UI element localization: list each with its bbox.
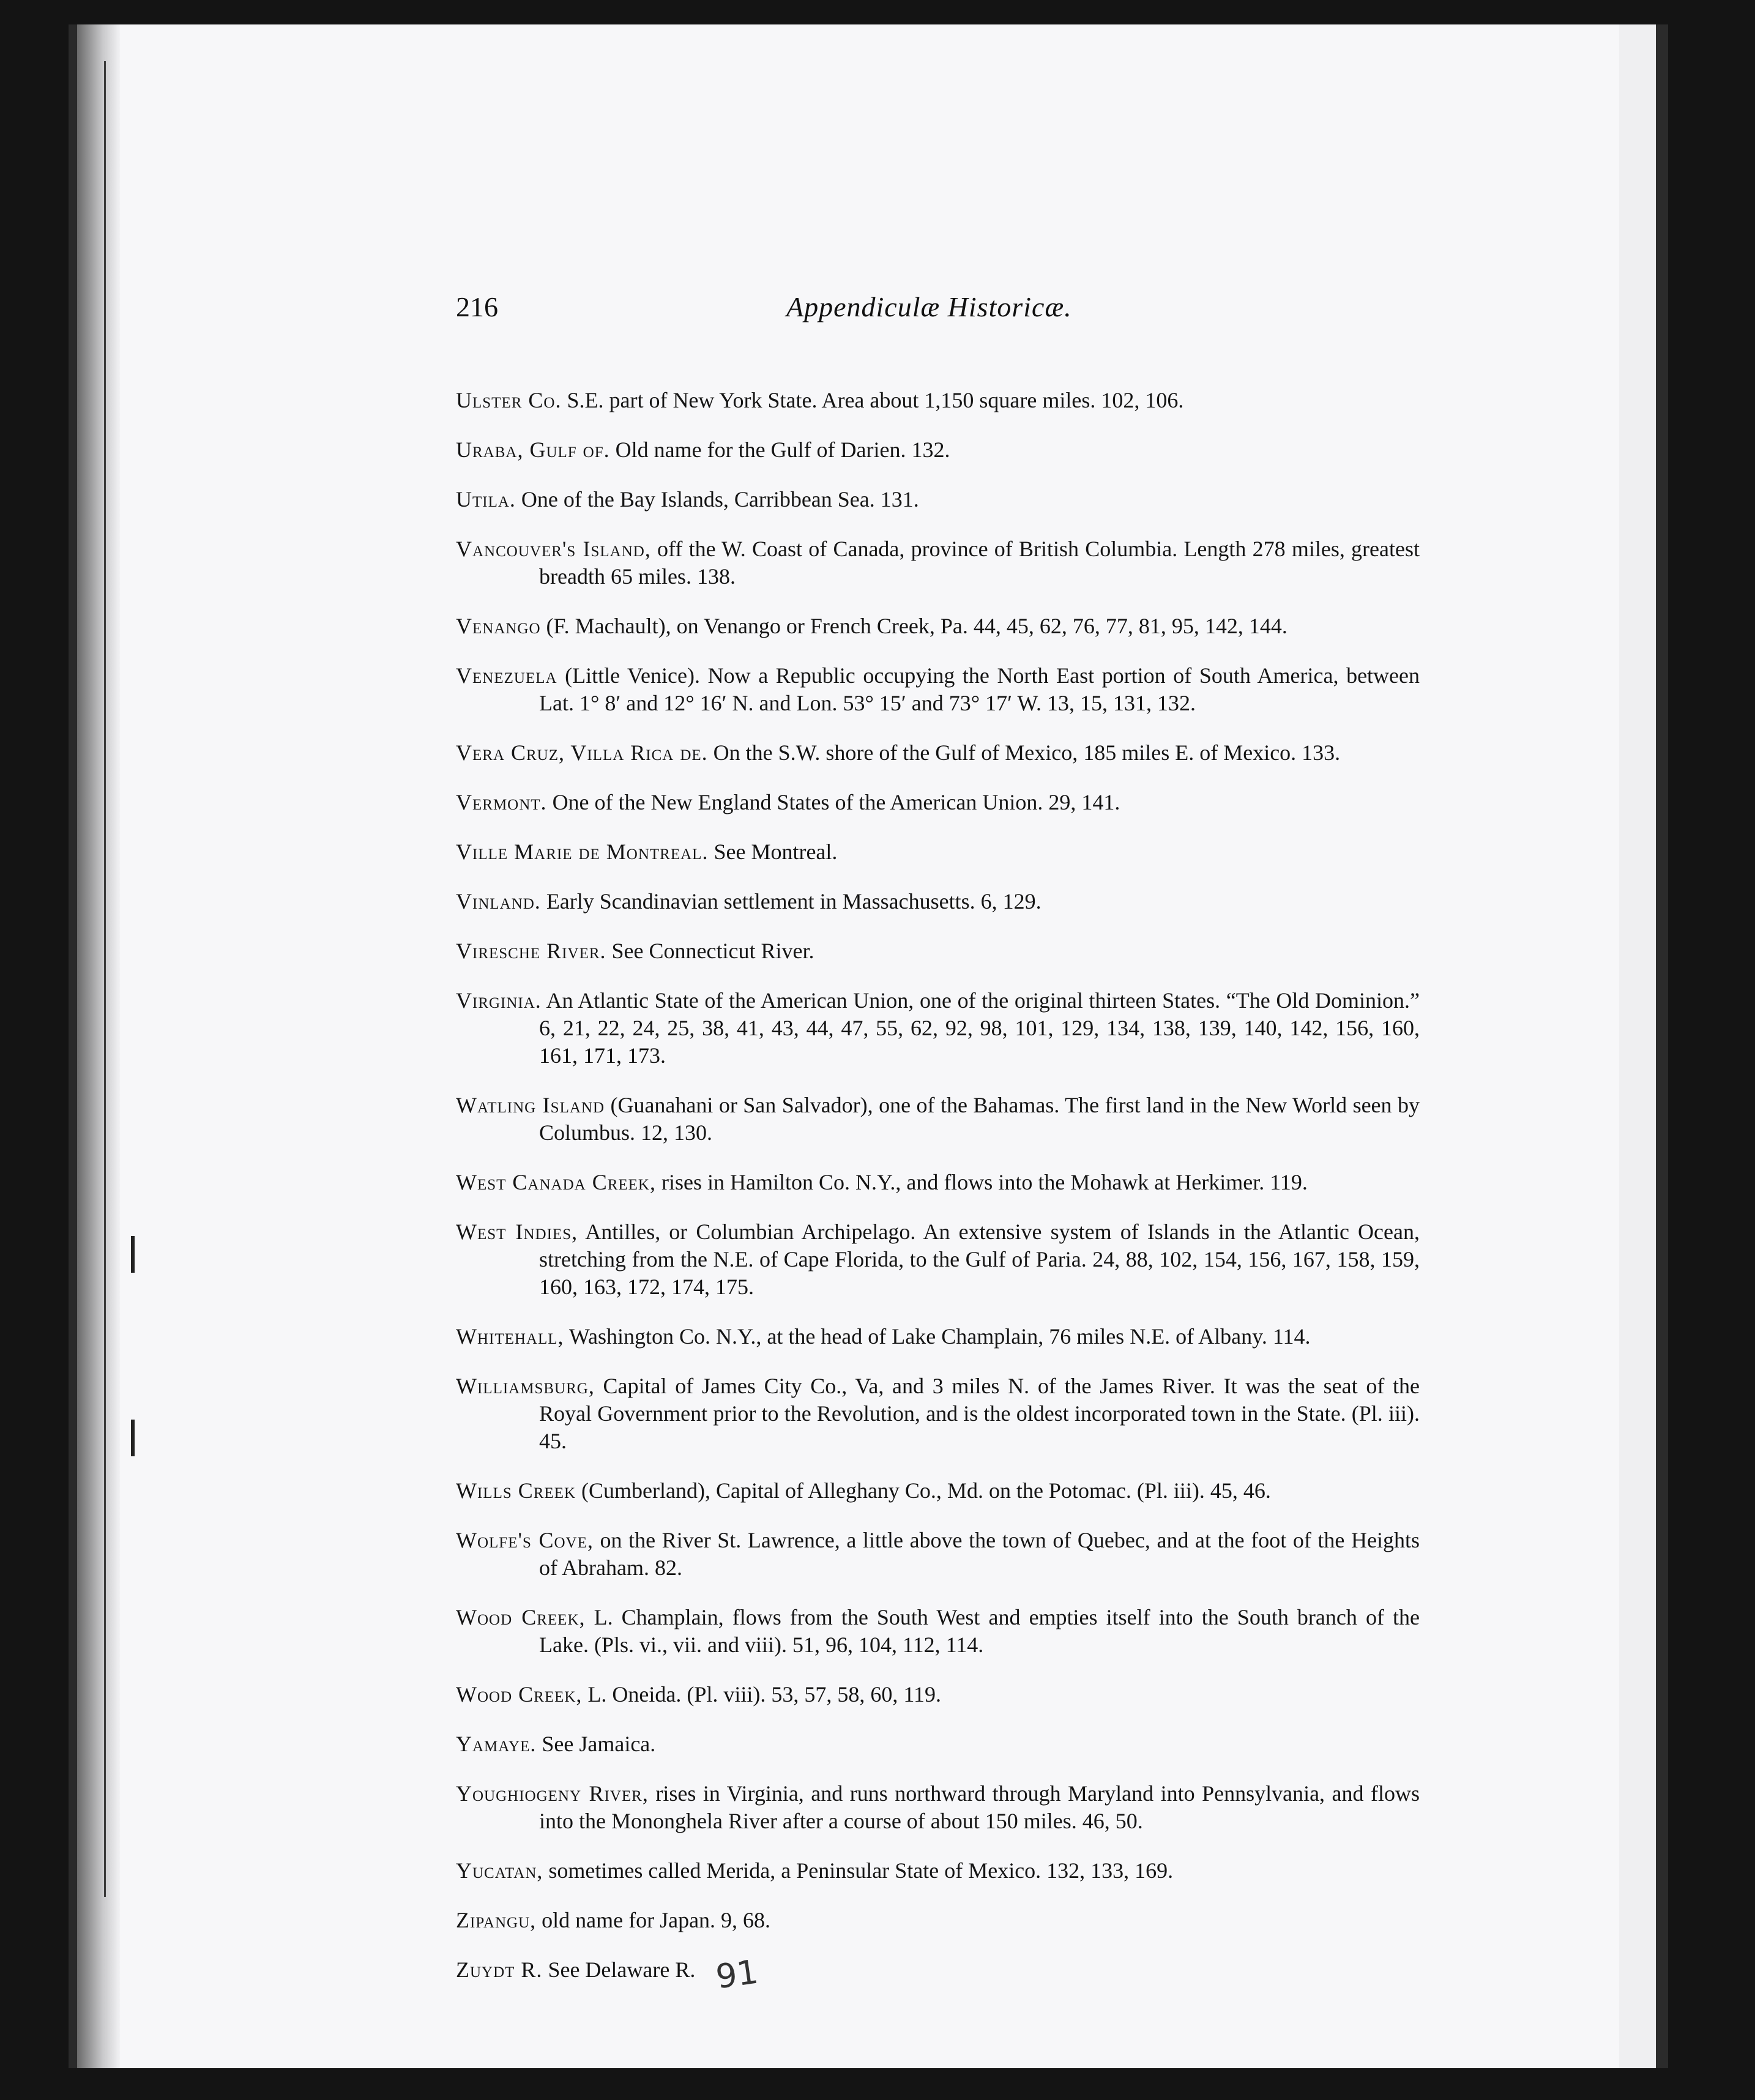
entry	[456, 612, 1420, 640]
entry	[456, 987, 1420, 1070]
gutter-line	[104, 61, 106, 1897]
entry-head: Vera Cruz, Villa Rica de.	[456, 740, 708, 765]
entry-head: Watling Island	[456, 1093, 605, 1117]
entry	[456, 1218, 1420, 1301]
entry-text: Washington Co. N.Y., at the head of Lake Champlain, 76 miles N.E. of Albany. 114.	[564, 1324, 1311, 1349]
entry	[456, 739, 1420, 767]
entry-head: Zuydt R.	[456, 1957, 543, 1982]
entry-text: One of the New England States of the American Union. 29, 141.	[546, 790, 1120, 814]
entry-text: See Jamaica.	[536, 1732, 656, 1756]
entry-text: (Guanahani or San Salvador), one of the Bahamas. The first land in the New World seen by Columbus. 12, 130.	[539, 1093, 1420, 1145]
entry-head: Uraba, Gulf of.	[456, 438, 610, 462]
entry-text: rises in Hamilton Co. N.Y., and flows into the Mohawk at Herkimer. 119.	[656, 1170, 1308, 1194]
entry-head: Youghiogeny River,	[456, 1781, 649, 1806]
margin-mark	[131, 1236, 135, 1273]
entry-head: Vermont.	[456, 790, 547, 814]
entry	[456, 1477, 1420, 1505]
entry	[456, 662, 1420, 717]
entry	[456, 436, 1420, 464]
entry-text: Antilles, or Columbian Archipelago. An extensive system of Islands in the Atlantic Ocean, stretching from the N.E. of Cape Florida, to the Gulf of Paria. 24, 88, 102, 154, 156, 167, 158, 159, 160, 163, 172, 174, 175.	[539, 1219, 1420, 1299]
entry-text: (F. Machault), on Venango or French Creek, Pa. 44, 45, 62, 76, 77, 81, 95, 142, 144.	[540, 614, 1287, 638]
entry	[456, 1780, 1420, 1835]
entry-head: Vinland.	[456, 889, 541, 914]
entry-head: Wood Creek,	[456, 1605, 586, 1629]
running-title: Appendiculæ Historicæ.	[786, 291, 1072, 322]
page-number: 216	[456, 291, 498, 322]
entry-text: See Delaware R.	[542, 1957, 696, 1982]
entry-head: Viresche River.	[456, 939, 606, 963]
entry-head: West Canada Creek,	[456, 1170, 656, 1194]
margin-mark	[131, 1420, 135, 1456]
entry-text: An Atlantic State of the American Union, one of the original thirteen States. “The Old Dominion.” 6, 21, 22, 24, 25, 38, 41, 43, 44, 47, 55, 62, 92, 98, 101, 129, 134, 138, 139, 140, 142, 156, 160, 161, 171, 173.	[539, 988, 1420, 1068]
entry	[456, 1681, 1420, 1708]
entry	[456, 789, 1420, 816]
entry-head: Wolfe's Cove,	[456, 1528, 594, 1552]
entry-text: S.E. part of New York State. Area about 1,150 square miles. 102, 106.	[561, 388, 1184, 412]
entry-head: Venango	[456, 614, 541, 638]
entry	[456, 1956, 1420, 1984]
entry	[456, 1372, 1420, 1455]
entry	[456, 535, 1420, 590]
entry	[456, 1092, 1420, 1147]
entry-text: See Montreal.	[708, 840, 838, 864]
entry	[456, 1857, 1420, 1885]
entry-head: West Indies,	[456, 1219, 578, 1244]
entry-text: L. Oneida. (Pl. viii). 53, 57, 58, 60, 119.	[582, 1682, 942, 1707]
entry-text: One of the Bay Islands, Carribbean Sea. 131.	[515, 487, 919, 512]
entry-head: Virginia.	[456, 988, 542, 1013]
entry	[456, 1907, 1420, 1934]
page-shadow-edge	[1656, 24, 1668, 2068]
entry	[456, 937, 1420, 965]
entry	[456, 387, 1420, 414]
entry-text: rises in Virginia, and runs northward through Maryland into Pennsylvania, and flows into the Mononghela River after a course of about 150 miles. 46, 50.	[539, 1781, 1420, 1833]
page-header	[456, 285, 1435, 327]
entry	[456, 1604, 1420, 1659]
entry-text: old name for Japan. 9, 68.	[536, 1908, 771, 1932]
entry-text: sometimes called Merida, a Peninsular State of Mexico. 132, 133, 169.	[543, 1858, 1174, 1883]
entry-head: Utila.	[456, 487, 516, 512]
entry-text: off the W. Coast of Canada, province of British Columbia. Length 278 miles, greatest breadth 65 miles. 138.	[539, 537, 1420, 589]
entry-head: Wills Creek	[456, 1478, 576, 1503]
entry	[456, 486, 1420, 513]
entry-text: See Connecticut River.	[606, 939, 814, 963]
entry-text: On the S.W. shore of the Gulf of Mexico, 185 miles E. of Mexico. 133.	[707, 740, 1341, 765]
gazetteer-entries	[456, 365, 1420, 1990]
entry	[456, 1323, 1420, 1350]
entry-head: Williamsburg,	[456, 1374, 595, 1398]
entry-head: Vancouver's Island,	[456, 537, 651, 561]
entry-text: L. Champlain, flows from the South West and empties itself into the South branch of the Lake. (Pls. vi., vii. and viii). 51, 96, 104, 112, 114.	[539, 1605, 1420, 1657]
facing-page-edge	[1619, 24, 1656, 2068]
entry-text: Early Scandinavian settlement in Massachusetts. 6, 129.	[540, 889, 1041, 914]
entry-head: Wood Creek,	[456, 1682, 583, 1707]
entry	[456, 1169, 1420, 1196]
entry-text: (Little Venice). Now a Republic occupying the North East portion of South America, between Lat. 1° 8′ and 12° 16′ N. and Lon. 53° 15′ and 73° 17′ W. 13, 15, 131, 132.	[539, 663, 1420, 715]
entry-head: Ville Marie de Montreal.	[456, 840, 709, 864]
page-binding	[77, 24, 120, 2068]
entry-head: Whitehall,	[456, 1324, 564, 1349]
entry-head: Venezuela	[456, 663, 557, 688]
entry-head: Zipangu,	[456, 1908, 537, 1932]
entry	[456, 1527, 1420, 1582]
entry-head: Yucatan,	[456, 1858, 543, 1883]
entry-head: Ulster Co.	[456, 388, 562, 412]
entry	[456, 838, 1420, 866]
handwritten-page-mark: 91	[713, 1952, 761, 1997]
entry-text: Capital of James City Co., Va, and 3 miles N. of the James River. It was the seat of the Royal Government prior to the Revolution, and is the oldest incorporated town in the State. (Pl. iii). 45.	[539, 1374, 1420, 1453]
entry-text: on the River St. Lawrence, a little above the town of Quebec, and at the foot of the Heights of Abraham. 82.	[539, 1528, 1420, 1580]
entry-head: Yamaye.	[456, 1732, 537, 1756]
entry	[456, 888, 1420, 915]
entry	[456, 1730, 1420, 1758]
entry-text: Old name for the Gulf of Darien. 132.	[609, 438, 950, 462]
entry-text: (Cumberland), Capital of Alleghany Co., Md. on the Potomac. (Pl. iii). 45, 46.	[576, 1478, 1271, 1503]
